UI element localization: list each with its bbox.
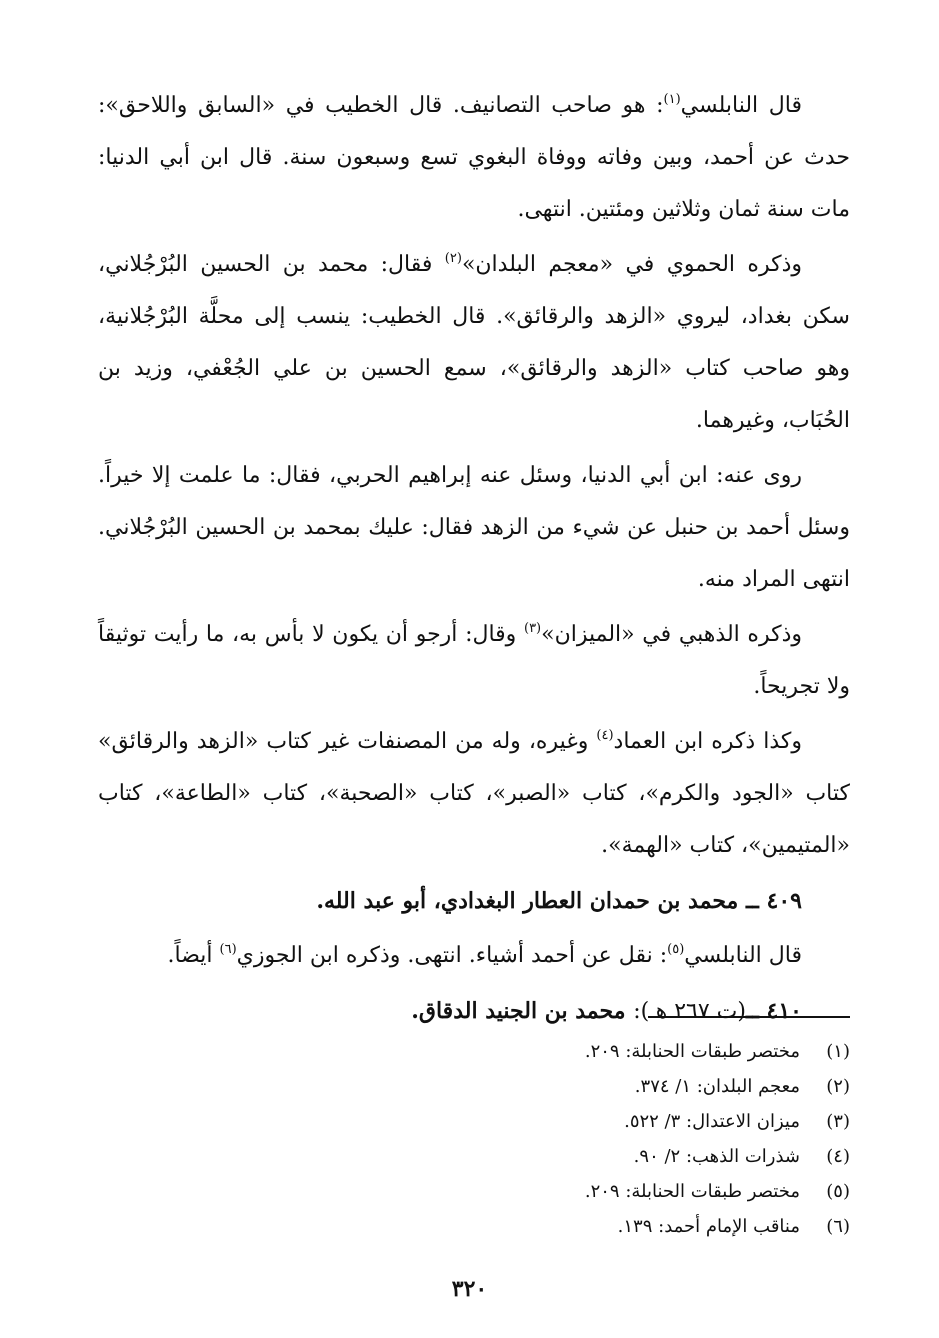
paragraph-text: : هو صاحب التصانيف. قال الخطيب في «السابق واللاحق»: حدث عن أحمد، وبين وفاته ووفاة البغوي تسع وسبعون سنة. قال ابن أبي الدنيا: مات سنة ثمان وثلاثين ومئتين. انتهى. <box>98 93 850 222</box>
footnote-number: (٦) <box>826 1216 850 1237</box>
footnote-ref[interactable]: (٦) <box>219 942 237 957</box>
paragraph-text: أيضاً. <box>167 943 220 968</box>
footnote-text: مختصر طبقات الحنابلة: ٢٠٩. <box>584 1181 800 1202</box>
footnote-text: ميزان الاعتدال: ٣/ ٥٢٢. <box>624 1111 800 1132</box>
entry-name: محمد بن حمدان العطار البغدادي، أبو عبد الله. <box>316 888 739 914</box>
paragraph-text: وكذا ذكره ابن العماد <box>613 729 802 754</box>
footnote-number: (٢) <box>826 1076 850 1097</box>
footnote-1 <box>350 1034 850 1069</box>
footnote-5 <box>350 1174 850 1209</box>
entry-number: ٤١٠ ــ <box>745 998 802 1024</box>
main-text <box>98 80 850 1041</box>
paragraph-2 <box>98 239 850 447</box>
footnote-2 <box>350 1069 850 1104</box>
footnote-ref[interactable]: (٤) <box>596 728 614 743</box>
paragraph-1 <box>98 80 850 236</box>
footnote-separator <box>648 1016 850 1018</box>
footnote-text: شذرات الذهب: ٢/ ٩٠. <box>633 1146 800 1167</box>
footnote-ref[interactable]: (٥) <box>667 942 685 957</box>
paragraph-text: وذكره الذهبي في «الميزان» <box>541 622 802 647</box>
paragraph-6 <box>98 930 850 982</box>
paragraph-text: قال النابلسي <box>680 93 802 118</box>
paragraph-text: وغيره، وله من المصنفات غير كتاب «الزهد والرقائق» كتاب «الجود والكرم»، كتاب «الصبر»، كتاب «الصحبة»، كتاب «الطاعة»، كتاب «المتيمين»، كتاب «الهمة». <box>98 729 850 858</box>
footnote-number: (٤) <box>826 1146 850 1167</box>
footnote-4 <box>350 1139 850 1174</box>
entry-name: محمد بن الجنيد الدقاق. <box>411 998 626 1024</box>
entry-410-heading <box>98 985 850 1038</box>
paragraph-text: وقال: أرجو أن يكون لا بأس به، ما رأيت توثيقاً ولا تجريحاً. <box>98 622 850 699</box>
paragraph-5 <box>98 716 850 872</box>
paragraph-text: : نقل عن أحمد أشياء. انتهى. وذكره ابن الجوزي <box>236 943 668 968</box>
footnote-number: (١) <box>826 1041 850 1062</box>
paragraph-text: قال النابلسي <box>684 943 802 968</box>
footnote-text: مختصر طبقات الحنابلة: ٢٠٩. <box>584 1041 800 1062</box>
paragraph-4 <box>98 609 850 713</box>
paragraph-text: روى عنه: ابن أبي الدنيا، وسئل عنه إبراهيم الحربي، فقال: ما علمت إلا خيراً. وسئل أحمد بن حنبل عن شيء من الزهد فقال: عليك بمحمد بن الحسين البُرْجُلاني. انتهى المراد منه. <box>98 463 850 592</box>
paragraph-text: وذكره الحموي في «معجم البلدان» <box>461 252 802 277</box>
footnote-text: معجم البلدان: ١/ ٣٧٤. <box>634 1076 800 1097</box>
footnote-ref[interactable]: (٣) <box>523 621 542 636</box>
footnote-ref[interactable]: (٢) <box>444 251 462 266</box>
footnote-ref[interactable]: (١) <box>663 92 681 107</box>
footnote-number: (٣) <box>826 1111 850 1132</box>
footnote-text: مناقب الإمام أحمد: ١٣٩. <box>617 1216 800 1237</box>
footnote-6 <box>350 1209 850 1244</box>
page-number: ٣٢٠ <box>451 1276 488 1302</box>
paragraph-3 <box>98 450 850 606</box>
footnote-number: (٥) <box>826 1181 850 1202</box>
entry-409-heading <box>98 875 850 927</box>
footnote-3 <box>350 1104 850 1139</box>
footnotes <box>350 1034 850 1244</box>
paragraph-text: فقال: محمد بن الحسين البُرْجُلاني، سكن بغداد، ليروي «الزهد والرقائق». قال الخطيب: ينسب إلى محلَّة البُرْجُلانية، وهو صاحب كتاب «الزهد والرقائق»، سمع الحسين بن علي الجُعْفي، وزيد بن الحُبَاب، وغيرهما. <box>98 252 850 433</box>
entry-date: (ت ٢٦٧ هـ): <box>633 999 746 1024</box>
entry-number: ٤٠٩ ــ <box>745 888 802 914</box>
